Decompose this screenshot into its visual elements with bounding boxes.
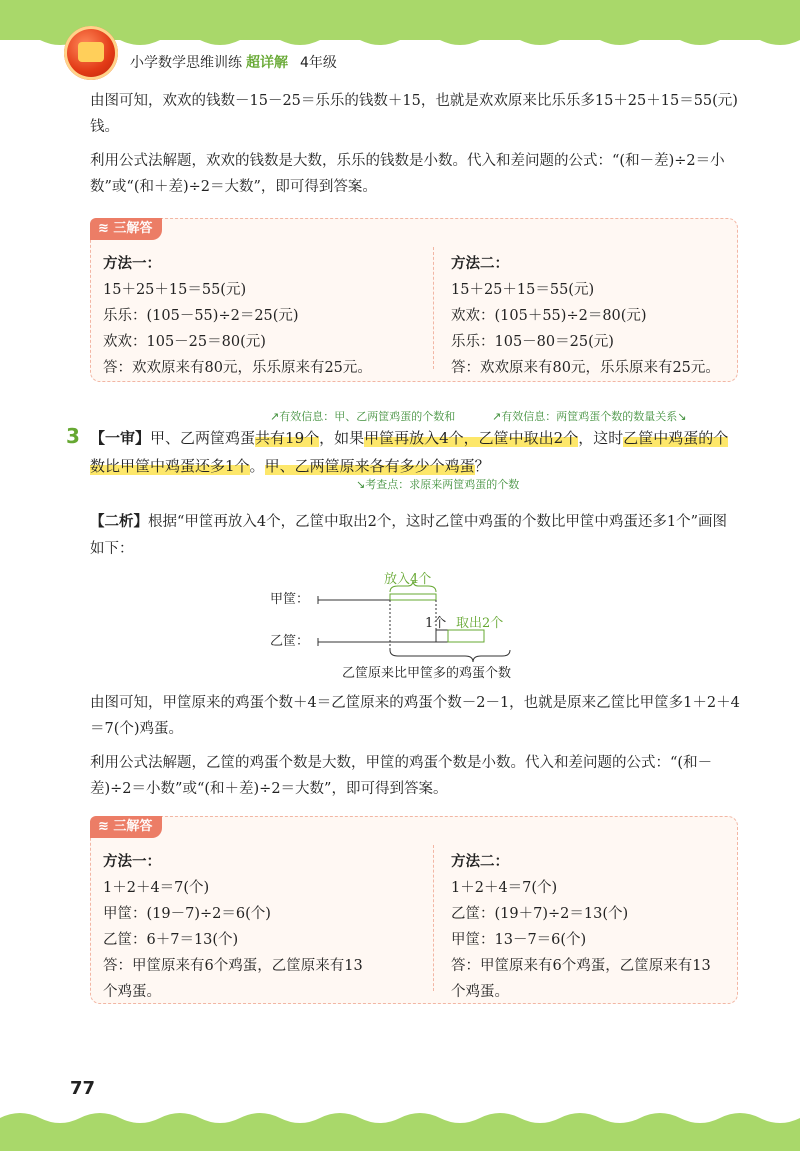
method-answer-cont: 个鸡蛋。 — [451, 984, 509, 1000]
yi-label: 乙筐： — [270, 634, 310, 649]
method-2-column — [451, 251, 720, 381]
method-answer-cont: 个鸡蛋。 — [103, 984, 161, 1000]
diagram-caption: 乙筐原来比甲筐多的鸡蛋个数 — [342, 666, 512, 681]
question-3-text: 【一审】甲、乙两筐鸡蛋共有19个，如果甲筐再放入4个，乙筐中取出2个，这时乙筐中鸡蛋的个数比甲筐中鸡蛋还多1个。甲、乙两筐原来各有多少个鸡蛋？ — [90, 429, 729, 475]
method-line: 1＋2＋4＝7(个) — [451, 880, 558, 896]
method-line: 乐乐：(105－55)÷2＝25(元) — [103, 308, 299, 324]
book-title-highlight: 超详解 — [246, 55, 288, 71]
method-line: 甲筐：13－7＝6(个) — [451, 932, 587, 948]
method-line: 甲筐：(19－7)÷2＝6(个) — [103, 906, 271, 922]
method-line: 乙筐：(19＋7)÷2＝13(个) — [451, 906, 629, 922]
method-line: 15＋25＋15＝55(元) — [103, 282, 247, 298]
method-line: 乙筐：6＋7＝13(个) — [103, 932, 239, 948]
page-number: 77 — [70, 1078, 96, 1099]
book-title — [130, 52, 337, 72]
method-answer: 答：甲筐原来有6个鸡蛋，乙筐原来有13 — [451, 958, 711, 974]
method-answer: 答：欢欢原来有80元，乐乐原来有25元。 — [103, 360, 372, 376]
one-egg-label: 1个 — [425, 616, 447, 631]
method-2-column — [451, 849, 711, 1005]
annotation-relation-info: ↗有效信息：两筐鸡蛋个数的数量关系↘ — [492, 410, 687, 423]
method-title: 方法二： — [451, 853, 509, 870]
highlight-change: 甲筐再放入4个，乙筐中取出2个 — [364, 429, 579, 447]
method-line: 欢欢：105－25＝80(元) — [103, 334, 266, 350]
method-title: 方法一： — [103, 255, 161, 272]
header-wave — [0, 30, 800, 56]
method-answer: 答：甲筐原来有6个鸡蛋，乙筐原来有13 — [103, 958, 363, 974]
highlight-question: 甲、乙两筐原来各有多少个鸡蛋 — [264, 457, 475, 475]
publisher-logo-icon — [64, 26, 118, 80]
one-egg-segment — [436, 630, 448, 642]
grade-label: 4年级 — [300, 55, 337, 71]
question-number: 3 — [66, 424, 80, 448]
solution-tag: ≋ 三解答 — [90, 816, 162, 838]
method-line: 乐乐：105－80＝25(元) — [451, 334, 614, 350]
column-divider — [433, 845, 434, 991]
jia-added-segment — [390, 594, 436, 600]
method-1-column — [103, 251, 372, 381]
highlight-relation: 乙筐中鸡蛋的个数比甲筐中鸡蛋还多1个 — [90, 429, 729, 475]
annotation-sum-info: ↗有效信息：甲、乙两筐鸡蛋的个数和 — [270, 410, 456, 423]
method-title: 方法一： — [103, 853, 161, 870]
method-line: 欢欢：(105＋55)÷2＝80(元) — [451, 308, 647, 324]
prev-analysis-paragraph-2: 利用公式法解题，欢欢的钱数是大数，乐乐的钱数是小数。代入和差问题的公式：“(和－差)÷2＝小数”或“(和＋差)÷2＝大数”，即可得到答案。 — [90, 153, 725, 195]
line-diagram — [270, 566, 570, 684]
jia-label: 甲筐： — [270, 592, 310, 607]
solution-box-2 — [90, 816, 738, 1004]
footer-wave — [0, 1104, 800, 1151]
put-in-label: 放入4个 — [384, 572, 432, 587]
taken-out-segment — [448, 630, 484, 642]
column-divider — [433, 247, 434, 369]
result-paragraph-2: 利用公式法解题，乙筐的鸡蛋个数是大数，甲筐的鸡蛋个数是小数。代入和差问题的公式：“(和－差)÷2＝小数”或“(和＋差)÷2＝大数”，即可得到答案。 — [90, 755, 713, 797]
solution-box-1 — [90, 218, 738, 382]
result-paragraph-1: 由图可知，甲筐原来的鸡蛋个数＋4＝乙筐原来的鸡蛋个数－2－1，也就是原来乙筐比甲筐多1＋2＋4＝7(个)鸡蛋。 — [90, 695, 740, 737]
method-line: 1＋2＋4＝7(个) — [103, 880, 210, 896]
take-out-label: 取出2个 — [456, 616, 504, 631]
step-label-analysis: 【二析】 — [90, 513, 148, 530]
solution-tag: ≋ 三解答 — [90, 218, 162, 240]
difference-brace — [390, 650, 510, 662]
prev-analysis-paragraph-1: 由图可知，欢欢的钱数－15－25＝乐乐的钱数＋15，也就是欢欢原来比乐乐多15＋25＋15＝55(元)钱。 — [90, 93, 738, 135]
book-title-text: 小学数学思维训练 — [130, 55, 242, 71]
annotation-test-point: ↘考查点：求原来两筐鸡蛋的个数 — [356, 478, 520, 491]
method-line: 15＋25＋15＝55(元) — [451, 282, 595, 298]
highlight-total: 共有19个 — [255, 429, 320, 447]
method-title: 方法二： — [451, 255, 509, 272]
method-1-column — [103, 849, 363, 1005]
analysis-paragraph: 【二析】根据“甲筐再放入4个，乙筐中取出2个，这时乙筐中鸡蛋的个数比甲筐中鸡蛋还多1个”画图如下： — [90, 513, 727, 557]
step-label-review: 【一审】 — [90, 429, 151, 447]
page-header — [0, 0, 800, 80]
method-answer: 答：欢欢原来有80元，乐乐原来有25元。 — [451, 360, 720, 376]
